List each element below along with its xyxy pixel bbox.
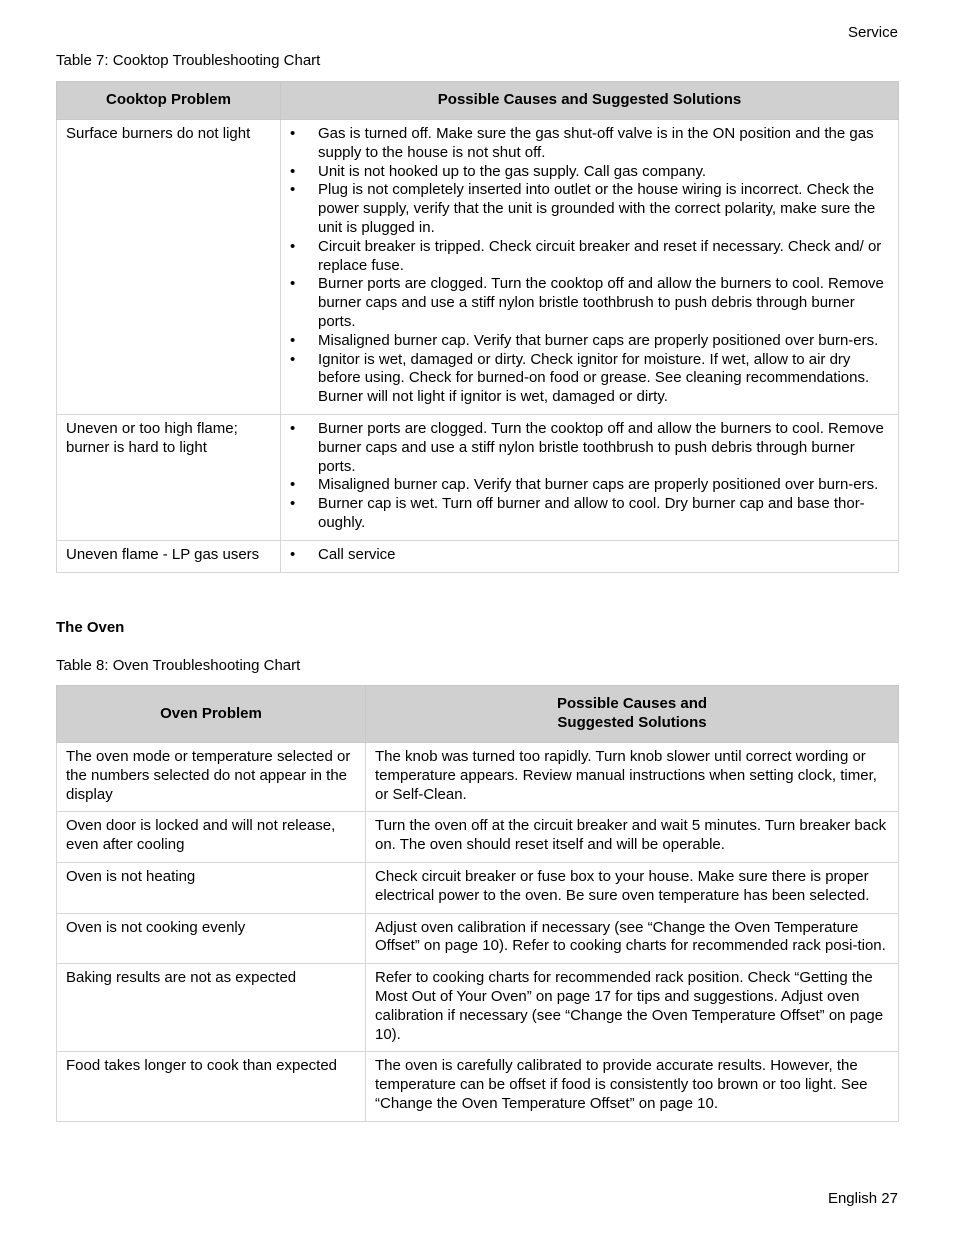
column-header-problem: Oven Problem [57,686,366,743]
list-item: • Misaligned burner cap. Verify that burner caps are properly positioned over burn-ers. [290,476,890,495]
cooktop-table-caption: Table 7: Cooktop Troubleshooting Chart [56,52,321,69]
list-item: • Unit is not hooked up to the gas supply. Call gas company. [290,163,890,182]
list-item: • Burner ports are clogged. Turn the cooktop off and allow the burners to cool. Remove burner caps and use a stiff nylon bristle toothbrush to push debris through burner ports. [290,275,890,331]
running-header-section: Service [847,24,898,41]
list-item: • Call service [290,546,890,565]
oven-section-title: The Oven [56,619,125,636]
list-item: • Burner cap is wet. Turn off burner and allow to cool. Dry burner cap and base thor-oughly. [290,495,890,533]
page-number: English 27 [827,1190,898,1207]
cooktop-troubleshooting-table [56,81,899,573]
problem-cell: Uneven or too high flame; burner is hard to light [57,414,281,540]
solutions-cell [281,120,899,415]
solutions-cell [281,414,899,540]
solution-cell: The oven is carefully calibrated to provide accurate results. However, the temperature can be offset if food is consistently too brown or too light. See “Change the Oven Temperature Offset” on page 10. [366,1052,899,1121]
solution-cell: The knob was turned too rapidly. Turn knob slower until correct wording or temperature appears. Review manual instructions when setting clock, timer, or Self-Clean. [366,743,899,812]
column-header-solutions [366,686,899,743]
solutions-list [290,125,890,407]
problem-cell: Uneven flame - LP gas users [57,540,281,572]
problem-cell: Surface burners do not light [57,120,281,415]
list-item: • Circuit breaker is tripped. Check circuit breaker and reset if necessary. Check and/ or replace fuse. [290,238,890,276]
column-header-solutions-line2: Suggested Solutions [557,714,707,731]
table-header-row [57,82,899,120]
column-header-problem: Cooktop Problem [57,82,281,120]
column-header-solutions-line1: Possible Causes and [556,695,708,713]
table-row [57,862,899,913]
solutions-list [290,546,890,565]
solutions-cell [281,540,899,572]
table-row [57,743,899,812]
solution-cell: Refer to cooking charts for recommended rack position. Check “Getting the Most Out of Your Oven” on page 17 for tips and suggestions. Adjust oven calibration if necessary (see “Change the Oven Temperature Offset” on page 10). [366,964,899,1052]
problem-cell: Food takes longer to cook than expected [57,1052,366,1121]
list-item: • Misaligned burner cap. Verify that burner caps are properly positioned over burn-ers. [290,332,890,351]
problem-cell: Oven is not cooking evenly [57,913,366,964]
table-row [57,812,899,863]
table-row [57,540,899,572]
list-item: • Gas is turned off. Make sure the gas shut-off valve is in the ON position and the gas supply to the house is not shut off. [290,125,890,163]
table-row [57,913,899,964]
table-row [57,120,899,415]
solution-cell: Turn the oven off at the circuit breaker and wait 5 minutes. Turn breaker back on. The oven should reset itself and will be operable. [366,812,899,863]
table-row [57,964,899,1052]
solution-cell: Check circuit breaker or fuse box to your house. Make sure there is proper electrical power to the oven. Be sure oven temperature has been selected. [366,862,899,913]
table-row [57,414,899,540]
list-item: • Plug is not completely inserted into outlet or the house wiring is incorrect. Check the power supply, verify that the unit is grounded with the correct polarity, make sure the unit is plugged in. [290,181,890,237]
problem-cell: Oven door is locked and will not release, even after cooling [57,812,366,863]
oven-table-caption: Table 8: Oven Troubleshooting Chart [56,657,301,674]
column-header-solutions: Possible Causes and Suggested Solutions [281,82,899,120]
problem-cell: Oven is not heating [57,862,366,913]
problem-cell: Baking results are not as expected [57,964,366,1052]
list-item: • Burner ports are clogged. Turn the cooktop off and allow the burners to cool. Remove burner caps and use a stiff nylon bristle toothbrush to push debris through burner ports. [290,420,890,476]
solution-cell: Adjust oven calibration if necessary (see “Change the Oven Temperature Offset” on page 10). Refer to cooking charts for recommended rack posi-tion. [366,913,899,964]
oven-troubleshooting-table [56,685,899,1122]
table-row [57,1052,899,1121]
problem-cell: The oven mode or temperature selected or the numbers selected do not appear in the display [57,743,366,812]
table-header-row [57,686,899,743]
list-item: • Ignitor is wet, damaged or dirty. Check ignitor for moisture. If wet, allow to air dry before using. Check for burned-on food or grease. See cleaning recommendations. Burner will not light if ignitor is wet, damaged or dirty. [290,351,890,407]
solutions-list [290,420,890,533]
